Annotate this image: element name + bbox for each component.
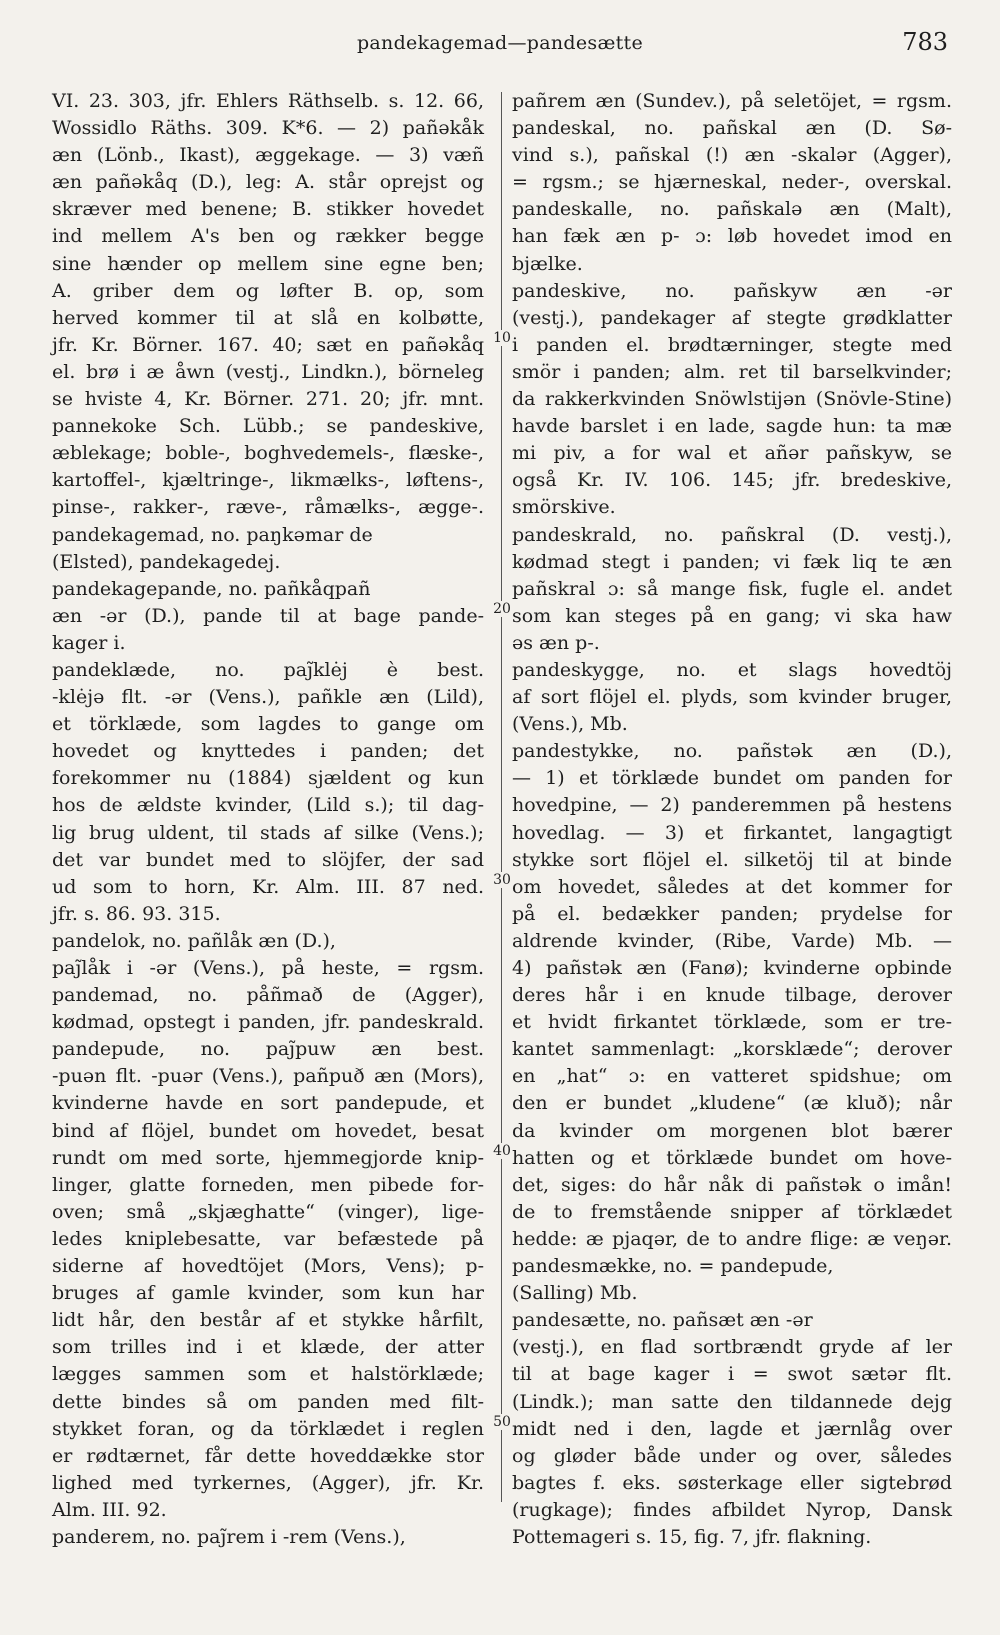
text-line: kvinderne havde en sort pandepude, et: [52, 1092, 484, 1115]
text-line: A. griber dem og løfter B. op, som: [52, 279, 484, 302]
text-line: ind mellem A's ben og rækker begge: [52, 225, 484, 248]
text-line: VI. 23. 303, jfr. Ehlers Räthselb. s. 12. 66,: [52, 90, 484, 112]
page-title: pandekagemad—pandesætte: [356, 32, 644, 54]
line-number-30: 30: [491, 872, 513, 888]
text-line: se hviste 4, Kr. Börner. 271. 20; jfr. mnt.: [52, 388, 484, 411]
text-line: kantet sammenlagt: „korsklæde“; derover: [512, 1038, 952, 1061]
text-line: da kvinder om morgenen blot bærer: [512, 1119, 952, 1142]
text-line: kartoffel-, kjæltringe-, likmælks-, løftens-,: [52, 469, 484, 492]
text-line: Alm. III. 92.: [52, 1498, 167, 1521]
text-line: også Kr. IV. 106. 145; jfr. bredeskive,: [512, 469, 952, 492]
text-line: smör i panden; alm. ret til barselkvinder;: [512, 360, 952, 383]
line-number-10: 10: [491, 330, 513, 346]
text-line: -puən flt. -puər (Vens.), pañpuð æn (Mors),: [52, 1065, 484, 1088]
text-line: det, siges: do hår nåk di pañstək o imån!: [512, 1173, 952, 1196]
text-line: pandeskalle, no. pañskalə æn (Malt),: [512, 198, 952, 221]
text-line: rundt om med sorte, hjemmegjorde knip-: [52, 1146, 484, 1169]
text-line: kager i.: [52, 631, 126, 654]
text-line: midt ned i den, lagde et jærnlåg over: [512, 1417, 952, 1440]
text-line: (vestj.), en flad sortbrændt gryde af ler: [512, 1336, 952, 1359]
text-line: hovedet og knyttedes i panden; det: [52, 740, 484, 763]
text-line: bruges af gamle kvinder, som kun har: [52, 1282, 484, 1305]
text-line: bind af flöjel, bundet om hovedet, besat: [52, 1119, 484, 1142]
text-line: som kan steges på en gang; vi ska haw: [512, 604, 952, 627]
text-line: stykke sort flöjel el. silketöj til at binde: [512, 848, 952, 871]
text-line: er rødtærnet, får dette hoveddække stor: [52, 1444, 484, 1467]
text-line: bjælke.: [512, 252, 583, 275]
text-line: pandeklæde, no. paj̃klėj è best.: [52, 658, 484, 681]
text-line: — 1) et törklæde bundet om panden for: [512, 767, 952, 790]
text-line: lig brug uldent, til stads af silke (Vens.);: [52, 821, 484, 844]
text-line: pandestykke, no. pañstək æn (D.),: [512, 740, 952, 763]
text-line: linger, glatte forneden, men pibede for-: [52, 1173, 484, 1196]
text-line: pandeskygge, no. et slags hovedtöj: [512, 658, 952, 681]
text-line: æblekage; boble-, boghvedemels-, flæske-,: [52, 442, 484, 465]
text-line: et törklæde, som lagdes to gange om: [52, 713, 484, 736]
text-line: Pottemageri s. 15, fig. 7, jfr. flakning.: [512, 1525, 872, 1548]
text-line: pandesætte, no. pañsæt æn -ər: [512, 1309, 813, 1332]
text-line: deres hår i en knude tilbage, derover: [512, 984, 952, 1007]
text-line: -klėjə flt. -ər (Vens.), pañkle æn (Lild),: [52, 686, 484, 709]
text-line: hos de ældste kvinder, (Lild s.); til dag-: [52, 794, 484, 817]
text-line: æn pañəkåq (D.), leg: A. står oprejst og: [52, 171, 484, 194]
text-line: (Vens.), Mb.: [512, 713, 628, 736]
text-line: pandepude, no. paj̃puw æn best.: [52, 1038, 484, 1061]
text-line: pandeskive, no. pañskyw æn -ər: [512, 279, 952, 302]
text-line: panderem, no. paj̃rem i -rem (Vens.),: [52, 1525, 406, 1548]
text-line: han fæk æn p- ɔ: løb hovedet imod en: [512, 225, 952, 248]
text-line: ud som to horn, Kr. Alm. III. 87 ned.: [52, 875, 484, 898]
text-line: hatten og et törklæde bundet om hove-: [512, 1146, 952, 1169]
running-head: [0, 28, 1000, 62]
text-line: 4) pañstək æn (Fanø); kvinderne opbinde: [512, 957, 952, 979]
text-line: kødmad stegt i panden; vi fæk liq te æn: [512, 550, 952, 573]
text-line: lighed med tyrkernes, (Agger), jfr. Kr.: [52, 1471, 484, 1494]
text-line: om hovedet, således at det kommer for: [512, 875, 952, 898]
text-line: til at bage kager i = swot sætər flt.: [512, 1363, 952, 1386]
text-line: og gløder både under og over, således: [512, 1444, 952, 1467]
text-line: (Lindk.); man satte den tildannede dejg: [512, 1390, 952, 1413]
text-line: da rakkerkvinden Snöwlstijən (Snövle-Stine): [512, 388, 952, 411]
text-line: i panden el. brødtærninger, stegte med: [512, 333, 952, 356]
text-line: forekommer nu (1884) sjældent og kun: [52, 767, 484, 790]
text-line: lægges sammen som et halstörklæde;: [52, 1363, 484, 1386]
text-line: jfr. Kr. Börner. 167. 40; sæt en pañəkåq: [52, 333, 484, 356]
text-line: pandeskrald, no. pañskral (D. vestj.),: [512, 523, 952, 546]
text-line: skræver med benene; B. stikker hovedet: [52, 198, 484, 221]
text-line: pandekagemad, no. paŋkəmar de: [52, 523, 373, 546]
page-number: 783: [902, 28, 948, 56]
text-line: dette bindes så om panden med filt-: [52, 1390, 484, 1413]
text-line: mi piv, a for wal et añər pañskyw, se: [512, 442, 952, 465]
text-line: pañskral ɔ: så mange fisk, fugle el. andet: [512, 577, 952, 600]
text-line: vind s.), pañskal (!) æn -skalər (Agger),: [512, 144, 952, 167]
text-line: el. brø i æ åwn (vestj., Lindkn.), börneleg: [52, 360, 484, 383]
text-line: en „hat“ ɔ: en vatteret spidshue; om: [512, 1065, 952, 1088]
text-line: sine hænder op mellem sine egne ben;: [52, 252, 484, 275]
text-line: på el. bedækker panden; prydelse for: [512, 902, 952, 925]
text-line: stykket foran, og da törklædet i reglen: [52, 1417, 484, 1440]
text-line: af sort flöjel el. plyds, som kvinder bruger,: [512, 686, 952, 709]
text-line: (rugkage); findes afbildet Nyrop, Dansk: [512, 1498, 952, 1521]
text-line: æn -ər (D.), pande til at bage pande-: [52, 604, 484, 627]
text-line: den er bundet „kludene“ (æ kluð); når: [512, 1092, 952, 1115]
text-line: herved kommer til at slå en kolbøtte,: [52, 306, 484, 329]
text-line: pandekagepande, no. pañkåqpañ: [52, 577, 371, 600]
text-line: de to fremstående snipper af törklædet: [512, 1200, 952, 1223]
text-line: jfr. s. 86. 93. 315.: [52, 902, 221, 925]
right-column: [512, 88, 952, 1551]
text-line: pannekoke Sch. Lübb.; se pandeskive,: [52, 415, 484, 438]
text-line: siderne af hovedtöjet (Mors, Vens); p-: [52, 1255, 484, 1278]
text-line: pandesmække, no. = pandepude,: [512, 1255, 834, 1278]
text-line: lidt hår, den består af et stykke hårfilt,: [52, 1309, 484, 1332]
left-column: [52, 88, 484, 1551]
text-line: hovedlag. — 3) et firkantet, langagtigt: [512, 821, 952, 844]
text-line: det var bundet med to slöjfer, der sad: [52, 848, 484, 871]
text-line: pandemad, no. påñmað de (Agger),: [52, 984, 484, 1007]
column-divider: [501, 92, 502, 1502]
text-line: pañrem æn (Sundev.), på seletöjet, = rgsm.: [512, 90, 952, 112]
text-line: hedde: æ pjaqər, de to andre flige: æ veŋər.: [512, 1227, 952, 1250]
text-line: kødmad, opstegt i panden, jfr. pandeskrald.: [52, 1011, 484, 1034]
line-number-50: 50: [491, 1414, 513, 1430]
line-number-20: 20: [491, 601, 513, 617]
text-line: et hvidt firkantet törklæde, som er tre-: [512, 1011, 952, 1034]
text-line: əs æn p-.: [512, 631, 600, 654]
text-line: hovedpine, — 2) panderemmen på hestens: [512, 794, 952, 817]
text-line: aldrende kvinder, (Ribe, Varde) Mb. —: [512, 929, 952, 952]
text-line: (vestj.), pandekager af stegte grødklatter: [512, 306, 952, 329]
text-line: pinse-, rakker-, ræve-, råmælks-, ægge-.: [52, 496, 484, 519]
text-line: pandeskal, no. pañskal æn (D. Sø-: [512, 117, 952, 140]
text-line: bagtes f. eks. søsterkage eller sigtebrød: [512, 1471, 952, 1494]
text-line: oven; små „skjæghatte“ (vinger), lige-: [52, 1200, 484, 1223]
text-line: havde barslet i en lade, sagde hun: ta mæ: [512, 415, 952, 438]
text-line: (Elsted), pandekagedej.: [52, 550, 281, 573]
text-line: æn (Lönb., Ikast), æggekage. — 3) væñ: [52, 144, 484, 167]
text-line: = rgsm.; se hjærneskal, neder-, overskal.: [512, 171, 952, 194]
text-line: (Salling) Mb.: [512, 1282, 638, 1305]
text-line: smörskive.: [512, 496, 616, 519]
text-line: som trilles ind i et klæde, der atter: [52, 1336, 484, 1359]
text-line: Wossidlo Räths. 309. K*6. — 2) pañəkåk: [52, 117, 484, 140]
text-line: ledes kniplebesatte, var befæstede på: [52, 1227, 484, 1250]
line-number-40: 40: [491, 1143, 513, 1159]
text-line: paj̃låk i -ər (Vens.), på heste, = rgsm.: [52, 957, 484, 979]
text-line: pandelok, no. pañlåk æn (D.),: [52, 929, 336, 952]
